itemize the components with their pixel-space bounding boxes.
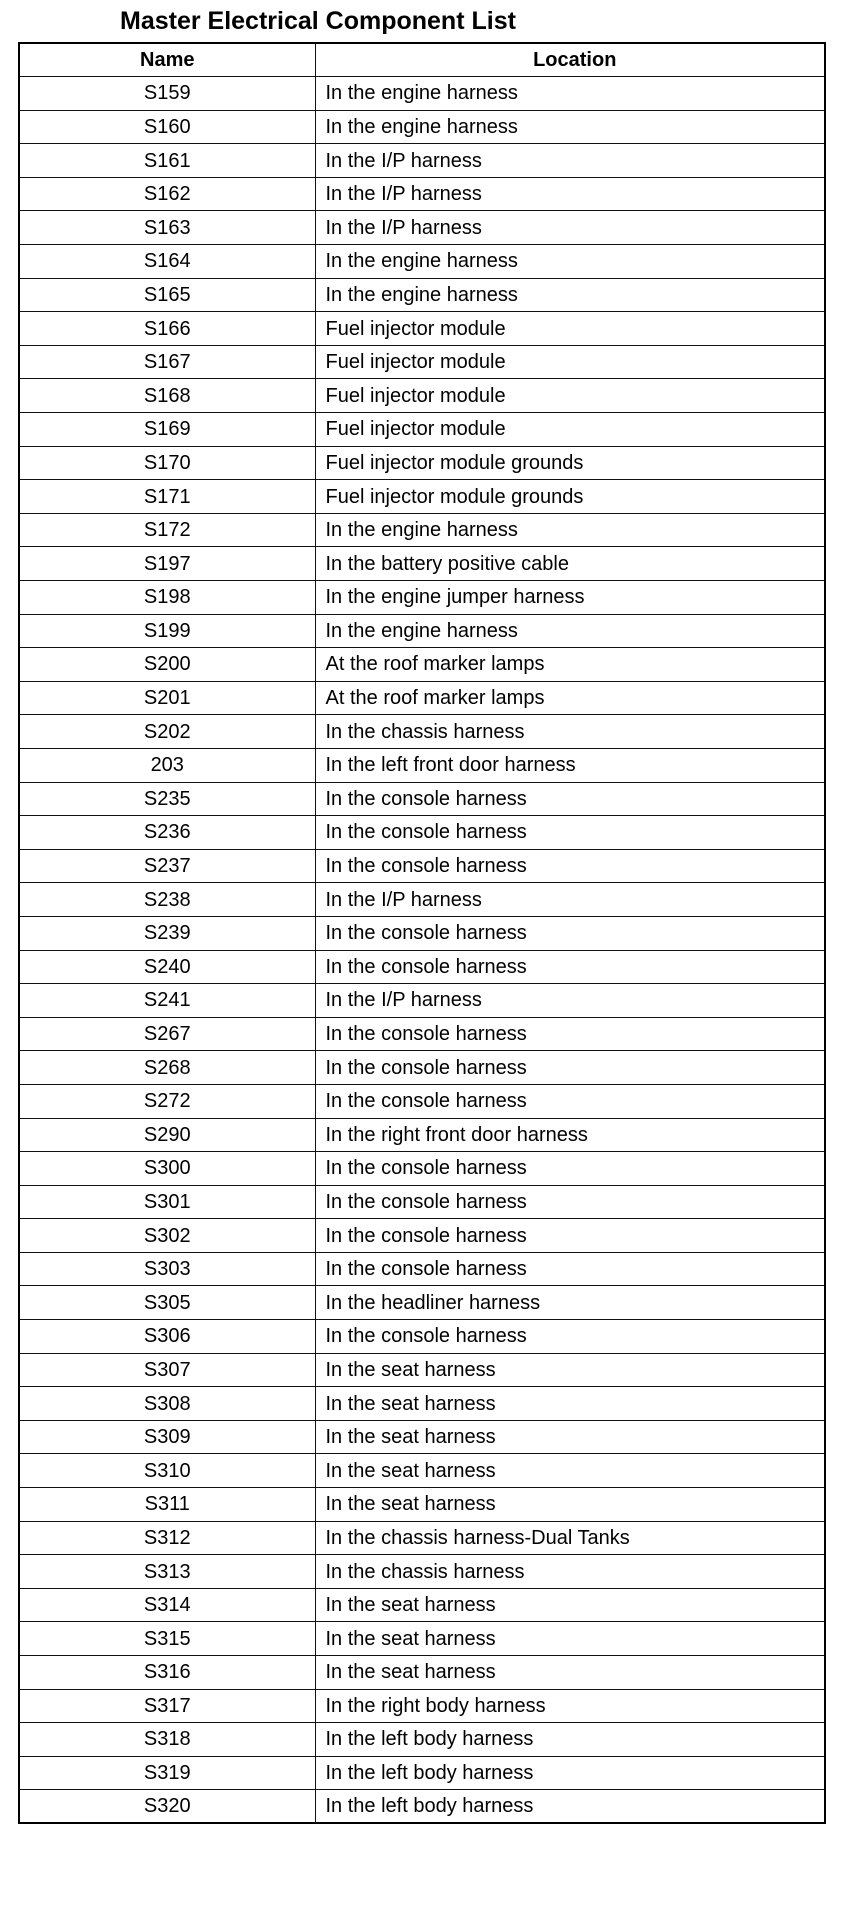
table-row: [19, 1588, 825, 1622]
table-row: [19, 547, 825, 581]
table-row: [19, 1555, 825, 1589]
table-row: [19, 278, 825, 312]
component-name-cell: S161: [19, 144, 315, 178]
component-location-cell: In the console harness: [315, 782, 825, 816]
component-location-cell: In the I/P harness: [315, 144, 825, 178]
component-name-cell: S319: [19, 1756, 315, 1790]
table-row: [19, 513, 825, 547]
component-location-cell: At the roof marker lamps: [315, 648, 825, 682]
component-name-cell: S302: [19, 1219, 315, 1253]
component-name-cell: S290: [19, 1118, 315, 1152]
component-location-cell: At the roof marker lamps: [315, 681, 825, 715]
component-name-cell: S198: [19, 581, 315, 615]
table-row: [19, 1084, 825, 1118]
table-row: [19, 345, 825, 379]
component-location-cell: In the engine harness: [315, 614, 825, 648]
component-location-cell: Fuel injector module grounds: [315, 480, 825, 514]
component-name-cell: S200: [19, 648, 315, 682]
table-row: [19, 849, 825, 883]
table-row: [19, 816, 825, 850]
table-row: [19, 1286, 825, 1320]
component-name-cell: S168: [19, 379, 315, 413]
table-row: [19, 1219, 825, 1253]
component-name-cell: S164: [19, 245, 315, 279]
component-name-cell: S167: [19, 345, 315, 379]
component-name-cell: S268: [19, 1051, 315, 1085]
table-row: [19, 1656, 825, 1690]
component-location-cell: In the headliner harness: [315, 1286, 825, 1320]
component-name-cell: S314: [19, 1588, 315, 1622]
component-location-cell: Fuel injector module: [315, 379, 825, 413]
component-location-cell: In the engine harness: [315, 245, 825, 279]
component-location-cell: In the battery positive cable: [315, 547, 825, 581]
table-row: [19, 782, 825, 816]
component-name-cell: S300: [19, 1152, 315, 1186]
table-header: [19, 43, 825, 77]
component-location-cell: In the I/P harness: [315, 177, 825, 211]
table-row: [19, 480, 825, 514]
component-name-cell: 203: [19, 748, 315, 782]
component-location-cell: In the seat harness: [315, 1387, 825, 1421]
component-location-cell: Fuel injector module: [315, 413, 825, 447]
component-name-cell: S162: [19, 177, 315, 211]
component-name-cell: S201: [19, 681, 315, 715]
table-row: [19, 1488, 825, 1522]
table-row: [19, 1723, 825, 1757]
table-row: [19, 1790, 825, 1824]
table-row: [19, 883, 825, 917]
component-location-cell: In the console harness: [315, 1084, 825, 1118]
table-row: [19, 1756, 825, 1790]
table-row: [19, 1118, 825, 1152]
table-row: [19, 1051, 825, 1085]
component-location-cell: In the I/P harness: [315, 211, 825, 245]
component-name-cell: S160: [19, 110, 315, 144]
component-name-cell: S202: [19, 715, 315, 749]
component-name-cell: S315: [19, 1622, 315, 1656]
component-location-cell: In the right front door harness: [315, 1118, 825, 1152]
component-name-cell: S169: [19, 413, 315, 447]
component-location-cell: In the I/P harness: [315, 984, 825, 1018]
table-row: [19, 614, 825, 648]
table-row: [19, 984, 825, 1018]
column-header-location: Location: [315, 43, 825, 77]
component-name-cell: S240: [19, 950, 315, 984]
component-name-cell: S318: [19, 1723, 315, 1757]
component-location-cell: In the engine harness: [315, 77, 825, 111]
component-name-cell: S305: [19, 1286, 315, 1320]
component-location-cell: In the console harness: [315, 1017, 825, 1051]
table-row: [19, 110, 825, 144]
component-name-cell: S241: [19, 984, 315, 1018]
component-location-cell: Fuel injector module: [315, 345, 825, 379]
component-location-cell: In the console harness: [315, 1219, 825, 1253]
table-row: [19, 446, 825, 480]
component-name-cell: S235: [19, 782, 315, 816]
table-row: [19, 681, 825, 715]
table-row: [19, 950, 825, 984]
component-name-cell: S301: [19, 1185, 315, 1219]
component-location-cell: In the left body harness: [315, 1756, 825, 1790]
table-row: [19, 144, 825, 178]
table-header-row: [19, 43, 825, 77]
component-location-cell: In the seat harness: [315, 1622, 825, 1656]
table-row: [19, 413, 825, 447]
component-location-cell: In the seat harness: [315, 1420, 825, 1454]
table-row: [19, 1353, 825, 1387]
component-name-cell: S303: [19, 1252, 315, 1286]
table-row: [19, 312, 825, 346]
component-location-cell: In the seat harness: [315, 1588, 825, 1622]
component-name-cell: S308: [19, 1387, 315, 1421]
component-location-cell: Fuel injector module: [315, 312, 825, 346]
component-name-cell: S309: [19, 1420, 315, 1454]
component-location-cell: In the engine harness: [315, 110, 825, 144]
component-name-cell: S311: [19, 1488, 315, 1522]
component-name-cell: S316: [19, 1656, 315, 1690]
component-location-cell: In the left body harness: [315, 1723, 825, 1757]
component-name-cell: S238: [19, 883, 315, 917]
component-location-cell: In the I/P harness: [315, 883, 825, 917]
component-name-cell: S317: [19, 1689, 315, 1723]
table-row: [19, 1689, 825, 1723]
component-name-cell: S313: [19, 1555, 315, 1589]
component-location-cell: In the engine harness: [315, 513, 825, 547]
component-name-cell: S312: [19, 1521, 315, 1555]
component-location-cell: In the chassis harness-Dual Tanks: [315, 1521, 825, 1555]
component-location-cell: In the console harness: [315, 1051, 825, 1085]
component-location-cell: In the seat harness: [315, 1353, 825, 1387]
table-row: [19, 1252, 825, 1286]
document-title: Master Electrical Component List: [120, 7, 516, 35]
component-name-cell: S171: [19, 480, 315, 514]
table-row: [19, 1387, 825, 1421]
table-row: [19, 1454, 825, 1488]
table-row: [19, 1017, 825, 1051]
table-row: [19, 1622, 825, 1656]
component-name-cell: S172: [19, 513, 315, 547]
component-location-cell: In the console harness: [315, 816, 825, 850]
component-location-cell: In the engine harness: [315, 278, 825, 312]
component-location-cell: In the left front door harness: [315, 748, 825, 782]
table-body: [19, 77, 825, 1824]
component-name-cell: S159: [19, 77, 315, 111]
component-name-cell: S163: [19, 211, 315, 245]
table-row: [19, 1420, 825, 1454]
table-row: [19, 1521, 825, 1555]
component-name-cell: S239: [19, 916, 315, 950]
table-row: [19, 1152, 825, 1186]
component-location-cell: In the right body harness: [315, 1689, 825, 1723]
component-location-cell: In the console harness: [315, 1320, 825, 1354]
table-row: [19, 648, 825, 682]
component-name-cell: S170: [19, 446, 315, 480]
table-row: [19, 748, 825, 782]
component-location-cell: Fuel injector module grounds: [315, 446, 825, 480]
component-table: [18, 42, 826, 1824]
component-name-cell: S272: [19, 1084, 315, 1118]
component-location-cell: In the chassis harness: [315, 1555, 825, 1589]
table-row: [19, 379, 825, 413]
table-row: [19, 581, 825, 615]
component-name-cell: S307: [19, 1353, 315, 1387]
component-location-cell: In the left body harness: [315, 1790, 825, 1824]
component-location-cell: In the engine jumper harness: [315, 581, 825, 615]
table-row: [19, 1320, 825, 1354]
component-location-cell: In the seat harness: [315, 1488, 825, 1522]
table-row: [19, 77, 825, 111]
column-header-name: Name: [19, 43, 315, 77]
component-name-cell: S165: [19, 278, 315, 312]
component-location-cell: In the console harness: [315, 950, 825, 984]
component-name-cell: S237: [19, 849, 315, 883]
component-location-cell: In the seat harness: [315, 1656, 825, 1690]
component-location-cell: In the console harness: [315, 1185, 825, 1219]
component-name-cell: S306: [19, 1320, 315, 1354]
component-name-cell: S267: [19, 1017, 315, 1051]
component-location-cell: In the console harness: [315, 1152, 825, 1186]
component-name-cell: S166: [19, 312, 315, 346]
table-row: [19, 245, 825, 279]
table-row: [19, 211, 825, 245]
component-location-cell: In the seat harness: [315, 1454, 825, 1488]
component-name-cell: S199: [19, 614, 315, 648]
component-location-cell: In the console harness: [315, 1252, 825, 1286]
component-name-cell: S236: [19, 816, 315, 850]
table-row: [19, 1185, 825, 1219]
table-row: [19, 715, 825, 749]
component-location-cell: In the console harness: [315, 849, 825, 883]
component-name-cell: S320: [19, 1790, 315, 1824]
component-name-cell: S310: [19, 1454, 315, 1488]
component-location-cell: In the console harness: [315, 916, 825, 950]
component-location-cell: In the chassis harness: [315, 715, 825, 749]
table-row: [19, 916, 825, 950]
component-name-cell: S197: [19, 547, 315, 581]
table-row: [19, 177, 825, 211]
